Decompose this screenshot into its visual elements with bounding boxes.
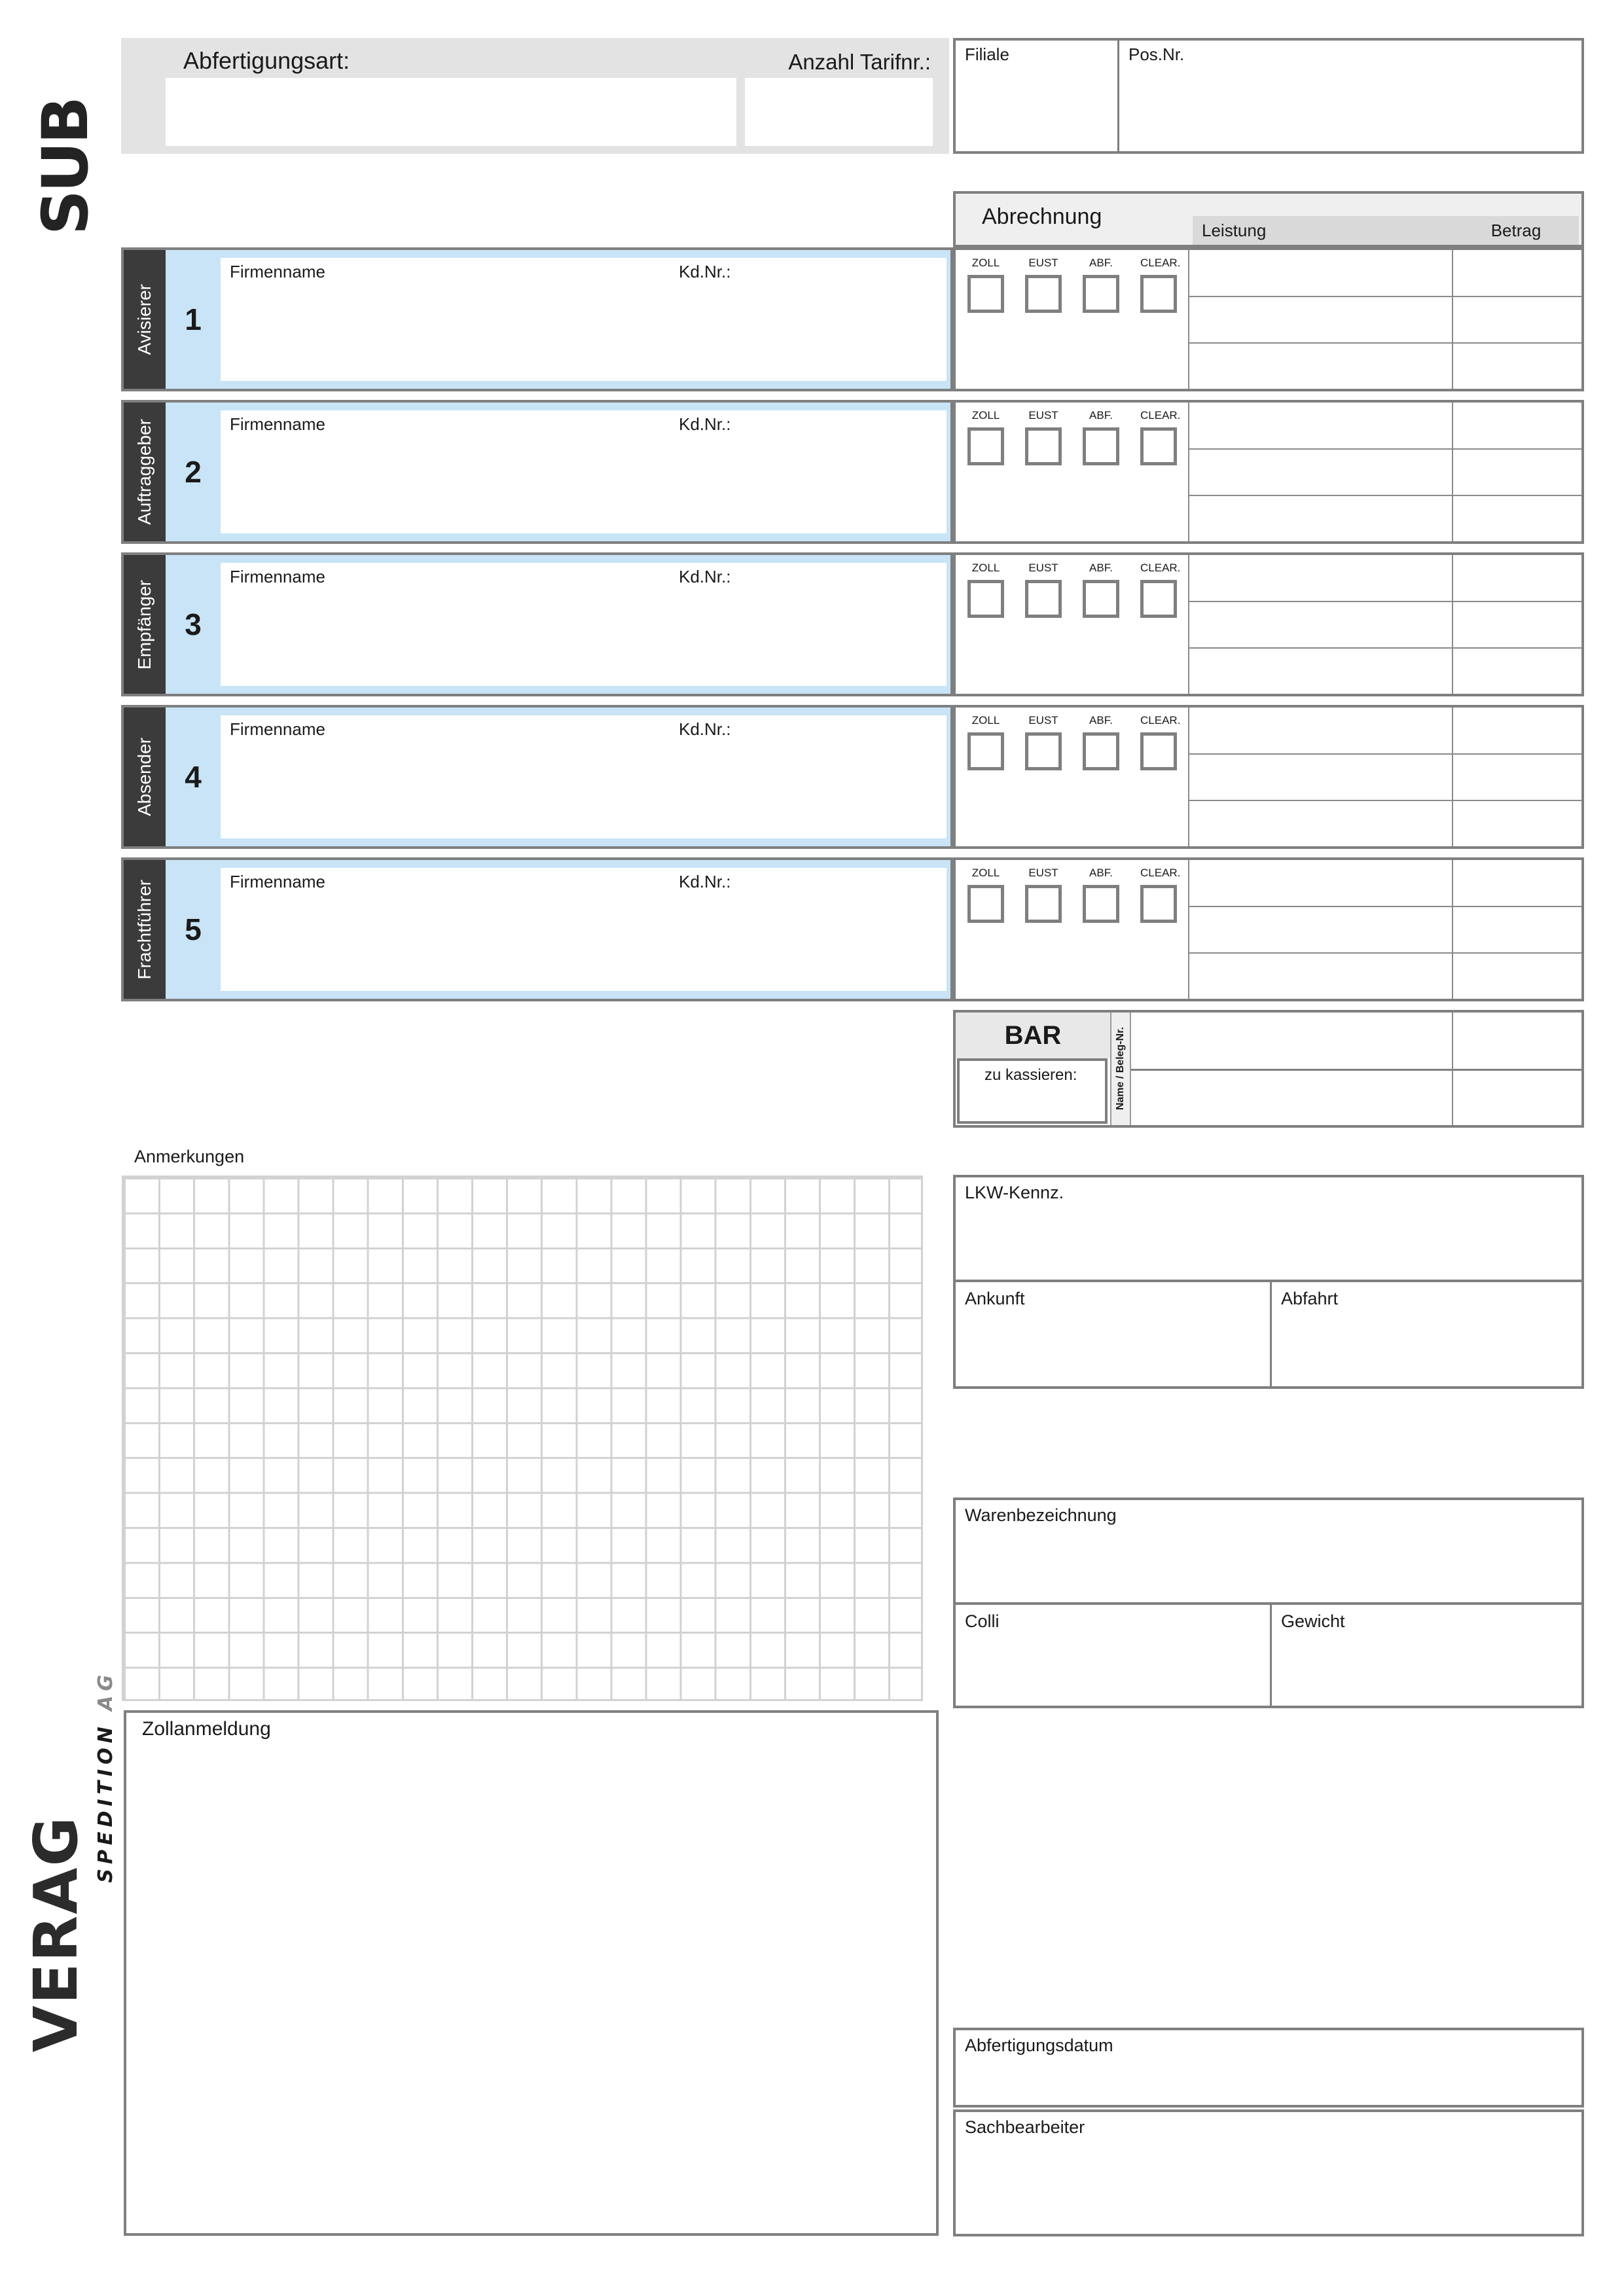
empfaenger-address-field[interactable] <box>221 563 947 686</box>
zoll-label: ZOLL <box>971 257 1000 269</box>
abrechnung-group-4 <box>953 705 1584 849</box>
clear-label: CLEAR. <box>1140 257 1181 269</box>
betrag-cells[interactable] <box>1453 860 1581 999</box>
sachbearbeiter-label: Sachbearbeiter <box>965 2117 1085 2137</box>
filiale-input[interactable] <box>956 67 1117 151</box>
abrechnung-group-5 <box>953 857 1584 1001</box>
abf-checkbox[interactable] <box>1083 580 1119 618</box>
gewicht-field[interactable] <box>1272 1634 1581 1706</box>
ankunft-label: Ankunft <box>965 1289 1025 1308</box>
avisierer-role-label: Avisierer <box>134 283 154 355</box>
lkw-box <box>953 1175 1584 1389</box>
zoll-checkbox[interactable] <box>967 885 1004 923</box>
filiale-posnr-box <box>953 38 1584 154</box>
auftraggeber-address-field[interactable] <box>221 410 947 533</box>
clear-label: CLEAR. <box>1140 867 1181 879</box>
absender-band <box>124 708 166 846</box>
frachtfuehrer-address-field[interactable] <box>221 868 947 991</box>
betrag-cells[interactable] <box>1453 708 1581 846</box>
sub-logo-text: SUB <box>29 98 102 236</box>
lkw-kennz-label: LKW-Kennz. <box>965 1183 1064 1202</box>
leistung-cells[interactable] <box>1189 250 1452 389</box>
spedition-logo-text: SPEDITION <box>94 1722 117 1883</box>
betrag-label: Betrag <box>1490 220 1542 240</box>
firmenname-label: Firmenname <box>230 567 325 586</box>
zoll-label: ZOLL <box>971 714 1000 726</box>
zoll-checkbox[interactable] <box>967 732 1004 770</box>
anmerkungen-grid[interactable] <box>122 1175 923 1701</box>
betrag-column-header <box>1453 216 1579 245</box>
abrechnung-group-1 <box>953 247 1584 391</box>
zollanmeldung-box[interactable] <box>124 1710 939 2236</box>
sachbearbeiter-box[interactable] <box>953 2109 1584 2236</box>
zoll-label: ZOLL <box>971 562 1000 574</box>
zoll-label: ZOLL <box>971 867 1000 879</box>
verag-logo-text: VERAG <box>21 1816 91 2053</box>
clear-label: CLEAR. <box>1140 409 1181 422</box>
betrag-cells[interactable] <box>1453 403 1581 541</box>
eust-checkbox[interactable] <box>1025 275 1062 313</box>
absender-address-field[interactable] <box>221 715 947 838</box>
bar-title: BAR <box>1004 1020 1062 1050</box>
zollanmeldung-label: Zollanmeldung <box>142 1718 271 1740</box>
kdnr-label: Kd.Nr.: <box>679 719 731 739</box>
eust-checkbox[interactable] <box>1025 732 1062 770</box>
eust-label: EUST <box>1028 562 1058 574</box>
spedition-ag-logo <box>89 1670 122 2123</box>
abf-label: ABF. <box>1089 867 1113 879</box>
bar-betrag-cells[interactable] <box>1453 1013 1581 1125</box>
filiale-label: Filiale <box>965 45 1009 64</box>
empfaenger-band <box>124 555 166 694</box>
avisierer-address-field[interactable] <box>221 258 947 381</box>
anzahl-tarifnr-label: Anzahl Tarifnr.: <box>788 50 931 74</box>
abfertigung-panel <box>121 38 949 154</box>
row-number-2: 2 <box>185 455 202 489</box>
party-row-absender <box>121 705 953 849</box>
zoll-checkbox[interactable] <box>967 580 1004 618</box>
bar-name-cells[interactable] <box>1132 1013 1452 1125</box>
auftraggeber-role-label: Auftraggeber <box>134 419 154 525</box>
abfertigungsdatum-box[interactable] <box>953 2028 1584 2108</box>
leistung-column-header <box>1193 216 1457 245</box>
abfertigungsart-input[interactable] <box>166 78 736 146</box>
leistung-cells[interactable] <box>1189 555 1452 694</box>
abf-checkbox[interactable] <box>1083 885 1119 923</box>
abf-checkbox[interactable] <box>1083 275 1119 313</box>
leistung-cells[interactable] <box>1189 403 1452 541</box>
abrechnung-group-2 <box>953 400 1584 544</box>
party-row-frachtfuehrer <box>121 857 953 1001</box>
clear-checkbox[interactable] <box>1140 732 1177 770</box>
abrechnung-group-3 <box>953 552 1584 696</box>
leistung-cells[interactable] <box>1189 860 1452 999</box>
eust-label: EUST <box>1028 409 1058 422</box>
clear-checkbox[interactable] <box>1140 275 1177 313</box>
eust-label: EUST <box>1028 257 1058 269</box>
abf-checkbox[interactable] <box>1083 732 1119 770</box>
gewicht-label: Gewicht <box>1281 1611 1345 1631</box>
eust-checkbox[interactable] <box>1025 427 1062 465</box>
abfahrt-label: Abfahrt <box>1281 1289 1339 1308</box>
betrag-cells[interactable] <box>1453 555 1581 694</box>
kdnr-label: Kd.Nr.: <box>679 872 731 891</box>
party-row-auftraggeber <box>121 400 953 544</box>
frachtfuehrer-band <box>124 860 166 999</box>
sub-logo <box>26 39 105 295</box>
warenbezeichnung-label: Warenbezeichnung <box>965 1505 1117 1525</box>
frachtfuehrer-role-label: Frachtführer <box>134 879 154 980</box>
clear-checkbox[interactable] <box>1140 580 1177 618</box>
kdnr-label: Kd.Nr.: <box>679 567 731 586</box>
absender-role-label: Absender <box>134 738 154 816</box>
row-number-5: 5 <box>185 912 202 946</box>
colli-label: Colli <box>965 1611 1000 1631</box>
row-number-4: 4 <box>185 760 202 794</box>
anmerkungen-label: Anmerkungen <box>134 1147 245 1166</box>
row-number-3: 3 <box>185 607 202 641</box>
party-row-avisierer <box>121 247 953 391</box>
ankunft-field[interactable] <box>956 1311 1270 1386</box>
pos-nr-input[interactable] <box>1119 67 1581 151</box>
waren-box <box>953 1498 1584 1708</box>
name-beleg-strip <box>1110 1013 1131 1125</box>
kdnr-label: Kd.Nr.: <box>679 414 731 434</box>
abfahrt-field[interactable] <box>1272 1311 1581 1386</box>
avisierer-band <box>124 250 166 389</box>
pos-nr-label: Pos.Nr. <box>1128 45 1185 64</box>
eust-label: EUST <box>1028 867 1058 879</box>
zu-kassieren-field[interactable] <box>957 1058 1108 1124</box>
empfaenger-role-label: Empfänger <box>134 579 154 670</box>
abf-label: ABF. <box>1089 257 1113 269</box>
party-row-empfaenger <box>121 552 953 696</box>
eust-checkbox[interactable] <box>1025 885 1062 923</box>
clear-label: CLEAR. <box>1140 714 1181 726</box>
verag-logo <box>18 1734 94 2134</box>
clear-checkbox[interactable] <box>1140 427 1177 465</box>
lkw-kennz-field[interactable] <box>956 1204 1581 1280</box>
firmenname-label: Firmenname <box>230 872 325 891</box>
leistung-cells[interactable] <box>1189 708 1452 846</box>
abf-label: ABF. <box>1089 714 1113 726</box>
abf-label: ABF. <box>1089 409 1113 422</box>
auftraggeber-band <box>124 403 166 541</box>
colli-field[interactable] <box>956 1634 1270 1706</box>
zoll-checkbox[interactable] <box>967 275 1004 313</box>
firmenname-label: Firmenname <box>230 262 325 281</box>
abrechnung-title: Abrechnung <box>982 204 1102 229</box>
zoll-label: ZOLL <box>971 409 1000 422</box>
bar-title-cell <box>956 1013 1110 1058</box>
abf-checkbox[interactable] <box>1083 427 1119 465</box>
anzahl-tarifnr-input[interactable] <box>745 78 933 146</box>
name-beleg-label: Name / Beleg-Nr. <box>1115 1027 1126 1111</box>
leistung-label: Leistung <box>1202 220 1267 240</box>
zu-kassieren-label: zu kassieren: <box>984 1066 1077 1084</box>
firmenname-label: Firmenname <box>230 414 325 434</box>
abrechnung-header <box>953 191 1584 247</box>
betrag-cells[interactable] <box>1453 250 1581 389</box>
eust-label: EUST <box>1028 714 1058 726</box>
abfertigungsart-label: Abfertigungsart: <box>183 47 350 74</box>
firmenname-label: Firmenname <box>230 719 325 739</box>
bar-section <box>953 1010 1584 1128</box>
clear-label: CLEAR. <box>1140 562 1181 574</box>
row-number-1: 1 <box>185 302 202 336</box>
clear-checkbox[interactable] <box>1140 885 1177 923</box>
kdnr-label: Kd.Nr.: <box>679 262 731 281</box>
ag-logo-text: AG <box>94 1670 117 1723</box>
warenbezeichnung-field[interactable] <box>956 1526 1581 1602</box>
zoll-checkbox[interactable] <box>967 427 1004 465</box>
eust-checkbox[interactable] <box>1025 580 1062 618</box>
abfertigungsdatum-label: Abfertigungsdatum <box>965 2036 1113 2055</box>
abf-label: ABF. <box>1089 562 1113 574</box>
